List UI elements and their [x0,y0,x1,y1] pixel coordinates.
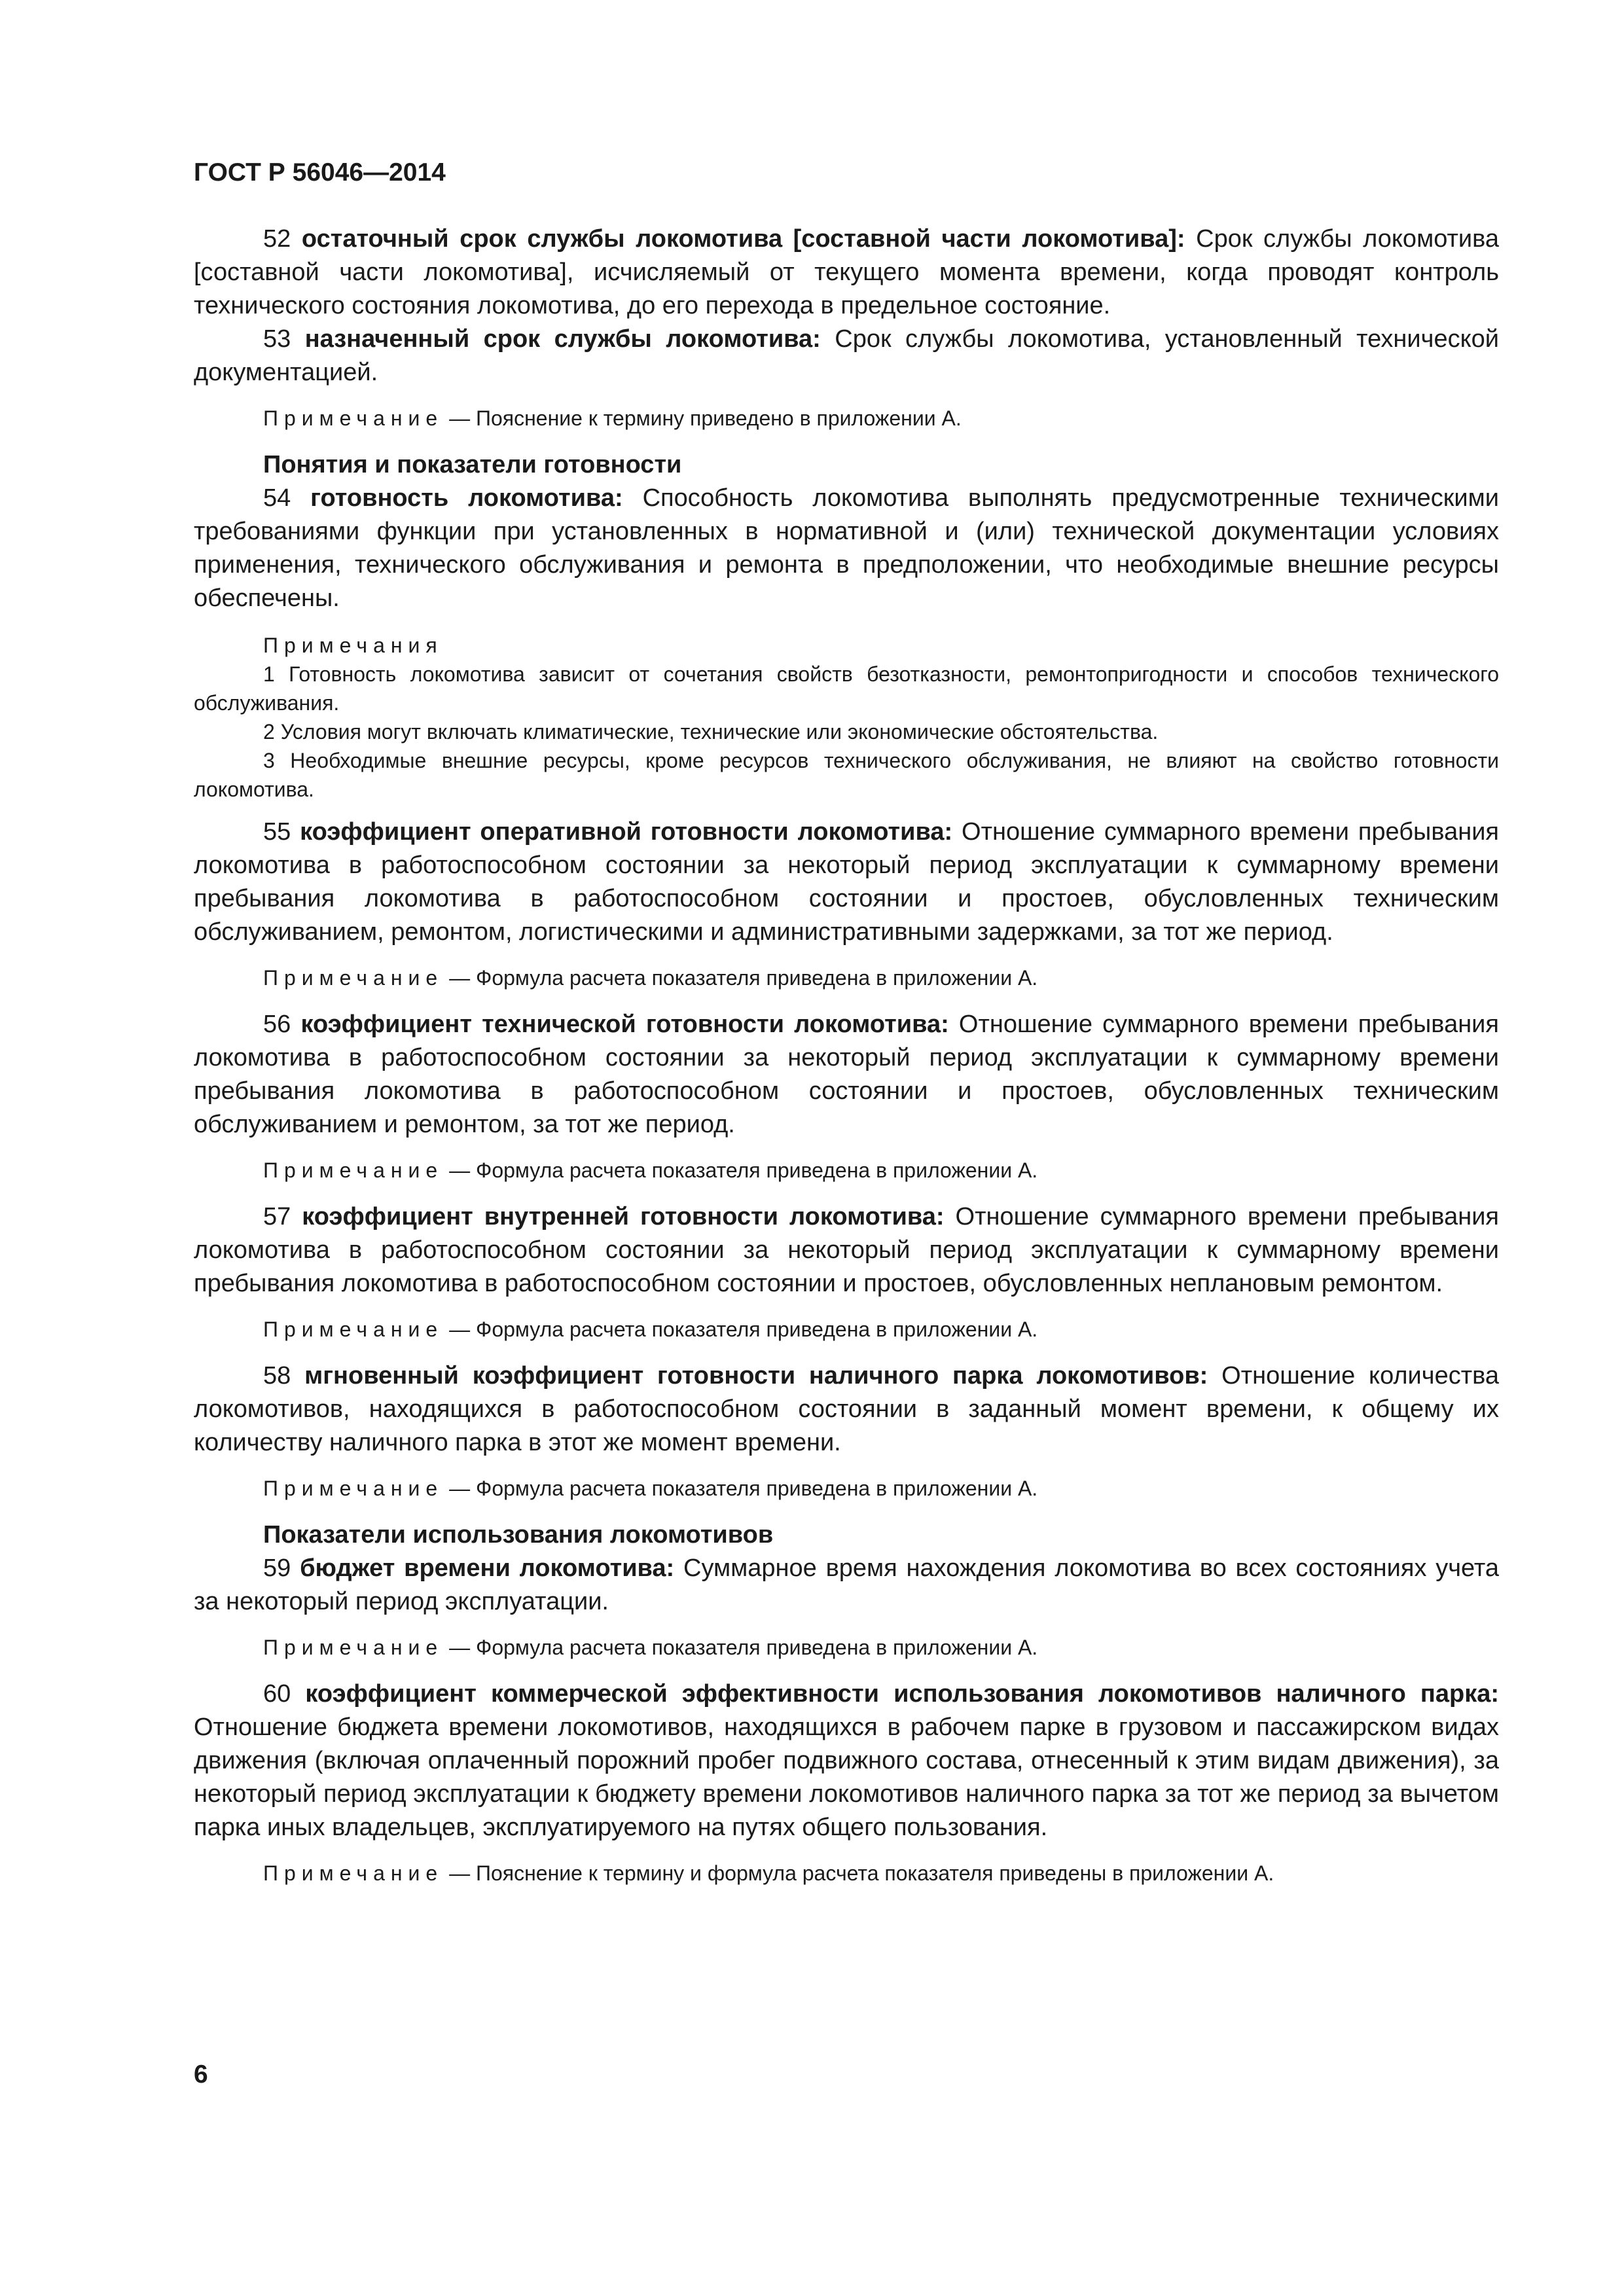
term-definition: Отношение суммарного времени пребывания локомотива в работоспособном состоянии за некоторый период эксплуатации к суммарному времени пребывания локомотива в работоспособном состоянии и простоев, обусловленных техническим обслуживанием и ремонтом, за тот же период. [194,1011,1499,1138]
note-55 [194,963,1499,992]
term-definition: Срок службы локомотива, установленный технической документацией. [194,325,1499,386]
notes-label: Примечания [263,634,443,657]
note-label: Примечание [263,406,444,430]
note-item-3: 3 Необходимые внешние ресурсы, кроме ресурсов технического обслуживания, не влияют на свойство готовности локомотива. [194,749,1499,801]
note-text: — Пояснение к термину приведено в приложении А. [449,406,962,430]
term-56 [194,1008,1499,1141]
note-text: — Формула расчета показателя приведена в приложении А. [449,1158,1038,1182]
term-name: коэффициент технической готовности локомотива: [300,1011,949,1038]
document-header: ГОСТ Р 56046—2014 [194,158,446,187]
term-54 [194,482,1499,615]
page-number: 6 [194,2060,208,2089]
term-definition: Отношение суммарного времени пребывания локомотива в работоспособном состоянии за некоторый период эксплуатации к суммарному времени пребывания локомотива в работоспособном состоянии и простоев, обусловленных неплановым ремонтом. [194,1203,1499,1297]
term-definition: Отношение бюджета времени локомотивов, находящихся в рабочем парке в грузовом и пассажирском видах движения (включая оплаченный порожний пробег подвижного состава, отнесенный к этим видам движения), за некоторый период эксплуатации к бюджету времени локомотивов наличного парка за тот же период за вычетом парка иных владельцев, эксплуатируемого на путях общего пользования. [194,1713,1499,1841]
note-label: Примечание [263,1636,444,1659]
note-57 [194,1315,1499,1344]
term-definition: Способность локомотива выполнять предусмотренные техническими требованиями функции при установленных в нормативной и (или) технической документации условиях применения, технического обслуживания и ремонта в предположении, что необходимые внешние ресурсы обеспечены. [194,484,1500,612]
note-text: — Формула расчета показателя приведена в приложении А. [449,1318,1038,1341]
section-heading-usage: Показатели использования локомотивов [263,1521,774,1549]
note-text: — Формула расчета показателя приведена в приложении А. [449,966,1038,990]
note-label: Примечание [263,966,444,990]
term-60 [194,1677,1499,1844]
note-label: Примечание [263,1158,444,1182]
note-58 [194,1474,1499,1503]
term-number: 55 [263,818,291,846]
term-name: коэффициент внутренней готовности локомотива: [302,1203,945,1230]
note-label: Примечание [263,1477,444,1500]
section-heading-readiness: Понятия и показатели готовности [263,451,682,478]
term-name: коэффициент оперативной готовности локомотива: [300,818,953,846]
term-name: готовность локомотива: [310,484,623,512]
note-56 [194,1156,1499,1185]
note-text: — Формула расчета показателя приведена в приложении А. [449,1477,1038,1500]
document-page [194,157,1499,1903]
term-number: 60 [263,1680,291,1708]
term-number: 58 [263,1362,291,1390]
term-55 [194,816,1499,949]
note-label: Примечание [263,1318,444,1341]
note-60 [194,1859,1499,1888]
term-name: бюджет времени локомотива: [300,1554,675,1582]
term-definition: Срок службы локомотива [составной части локомотива], исчисляемый от текущего момента времени, когда проводят контроль технического состояния локомотива, до его перехода в предельное состояние. [194,225,1500,319]
note-item-2: 2 Условия могут включать климатические, технические или экономические обстоятельства. [263,720,1159,744]
note-text: — Формула расчета показателя приведена в приложении А. [449,1636,1038,1659]
term-58 [194,1359,1499,1460]
note-text: — Пояснение к термину и формула расчета показателя приведены в приложении А. [449,1861,1274,1885]
term-52 [194,223,1499,323]
term-59 [194,1552,1499,1619]
term-57 [194,1200,1499,1300]
term-definition: Отношение количества локомотивов, находящихся в работоспособном состоянии в заданный момент времени, к общему их количеству наличного парка в этот же момент времени. [194,1362,1500,1456]
term-53 [194,323,1499,389]
term-name: мгновенный коэффициент готовности наличного парка локомотивов: [304,1362,1208,1390]
term-number: 53 [263,325,291,353]
term-number: 52 [263,225,291,253]
term-number: 57 [263,1203,291,1230]
term-number: 54 [263,484,291,512]
notes-54 [194,631,1499,804]
note-59 [194,1633,1499,1662]
term-definition: Отношение суммарного времени пребывания локомотива в работоспособном состоянии за некоторый период эксплуатации к суммарному времени пребывания локомотива в работоспособном состоянии и простоев, обусловленных техническим обслуживанием, ремонтом, логистическими и административными задержками, за тот же период. [194,818,1499,946]
note-item-1: 1 Готовность локомотива зависит от сочетания свойств безотказности, ремонтопригодности и способов технического обслуживания. [194,662,1499,715]
note-53 [194,404,1499,433]
term-name: назначенный срок службы локомотива: [304,325,821,353]
term-name: остаточный срок службы локомотива [составной части локомотива]: [301,225,1185,253]
term-definition: Суммарное время нахождения локомотива во всех состояниях учета за некоторый период эксплуатации. [194,1554,1500,1615]
term-number: 56 [263,1011,291,1038]
term-number: 59 [263,1554,291,1582]
term-name: коэффициент коммерческой эффективности использования локомотивов наличного парка: [305,1680,1500,1708]
note-label: Примечание [263,1861,444,1885]
